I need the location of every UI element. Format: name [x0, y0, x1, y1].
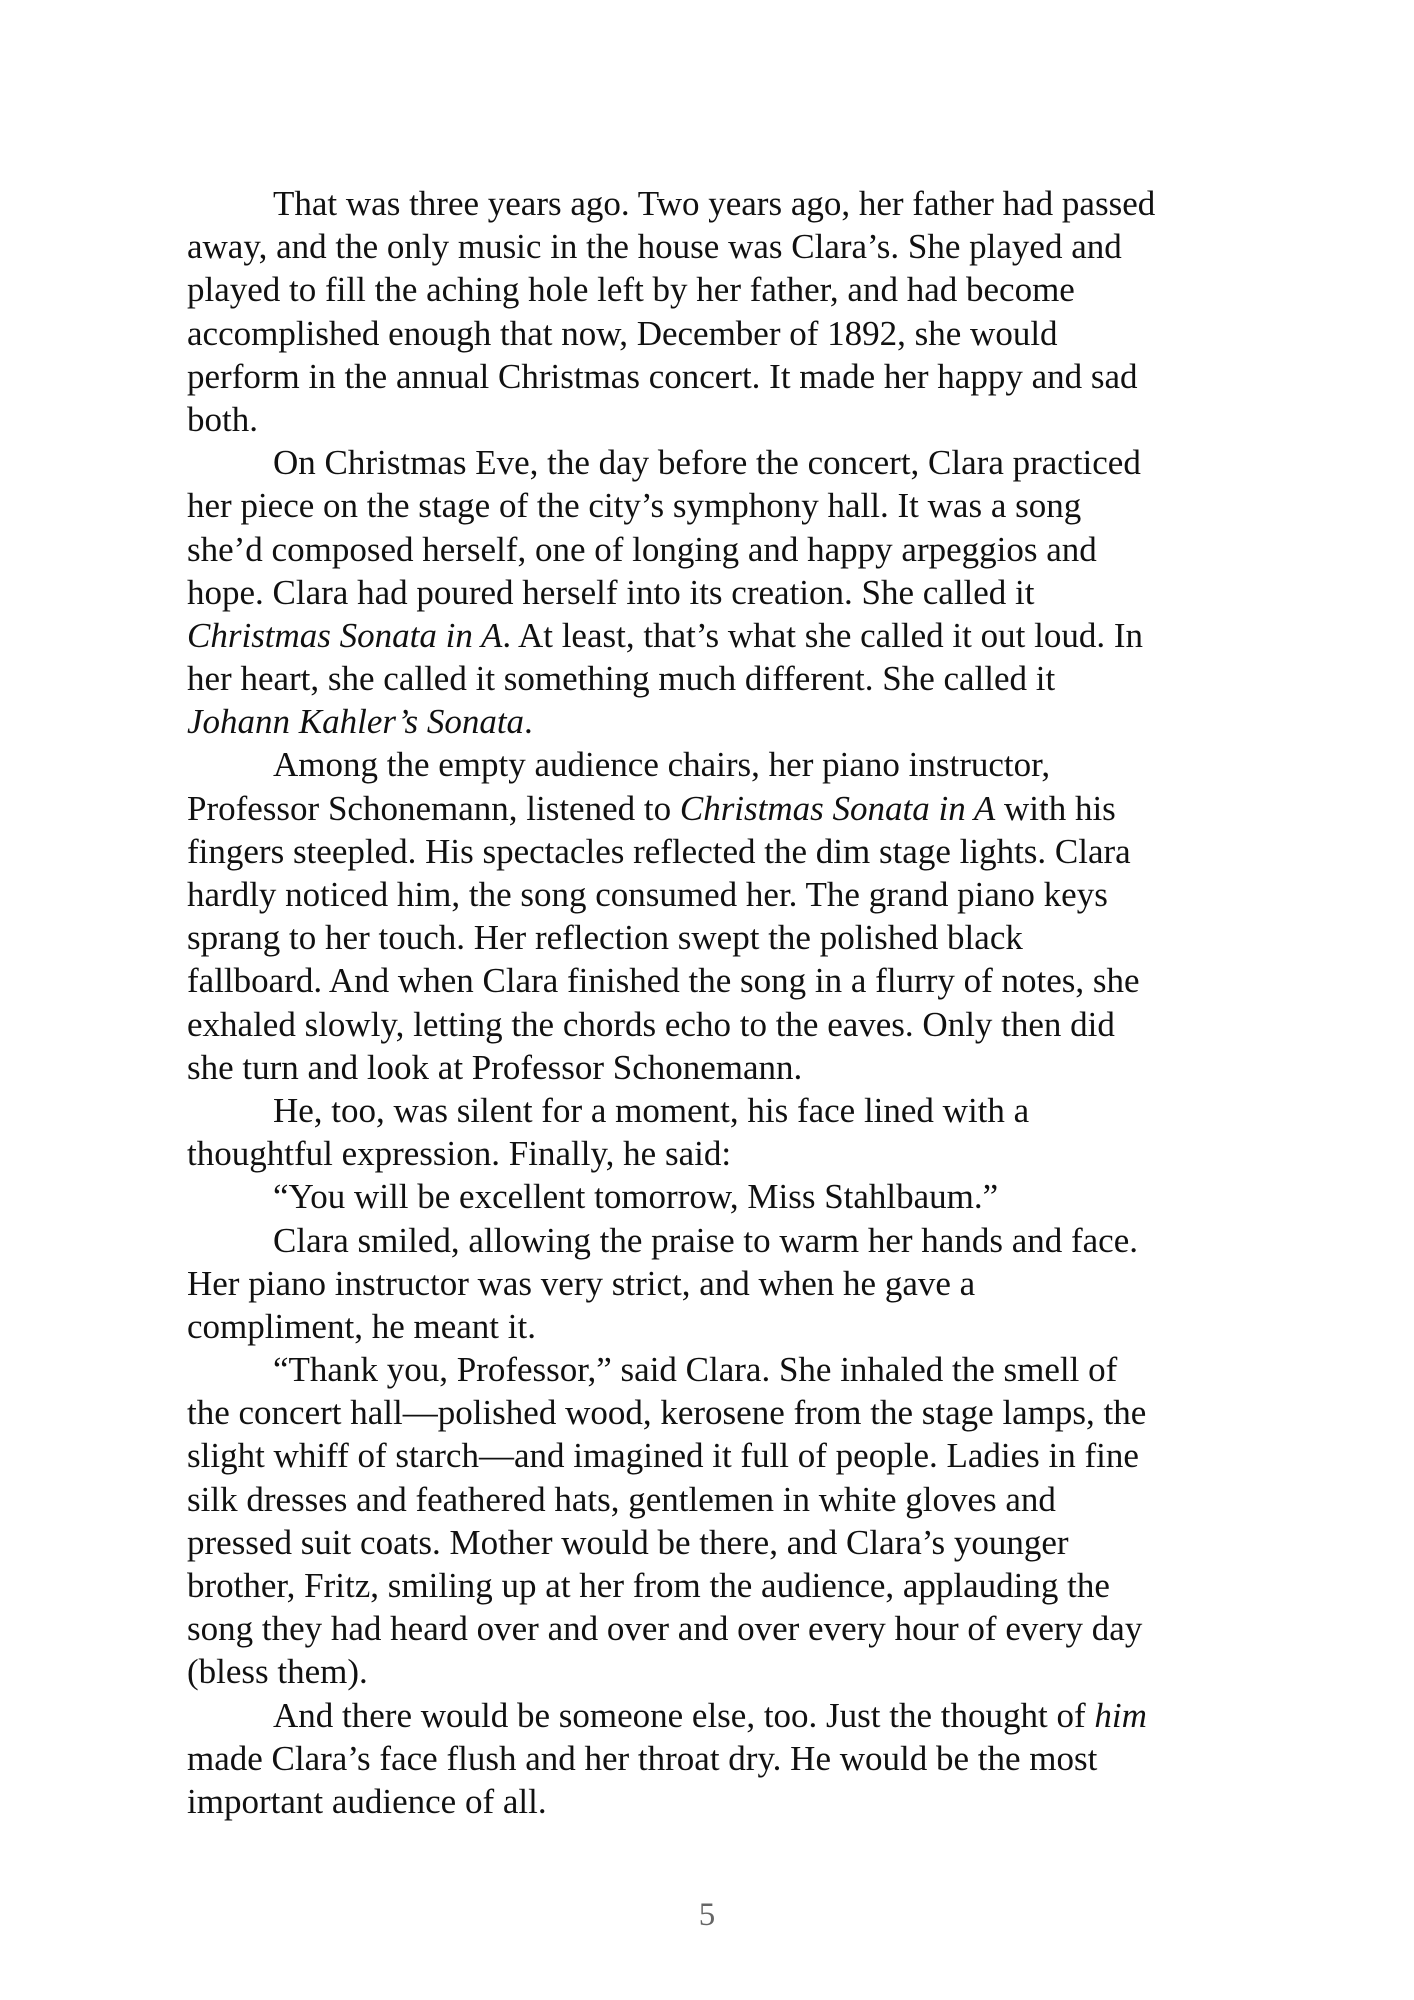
text-line [187, 1003, 1247, 1046]
text-line [187, 916, 1247, 959]
text-segment: important audience of all. [187, 1781, 547, 1821]
text-segment: her heart, she called it something much different. She called it [187, 659, 1056, 699]
text-segment: hope. Clara had poured herself into its creation. She called it [187, 572, 1035, 612]
text-line [187, 182, 1247, 225]
text-line [187, 1607, 1247, 1650]
page-number: 5 [698, 1897, 716, 1933]
italic-text-segment: Johann Kahler’s Sonata [187, 702, 525, 742]
text-line [187, 268, 1247, 311]
text-segment: On Christmas Eve, the day before the concert, Clara practiced [273, 443, 1141, 483]
body-text [187, 182, 1247, 1823]
text-segment: slight whiff of starch—and imagined it full of people. Ladies in fine [187, 1436, 1139, 1476]
text-segment: she turn and look at Professor Schonemann. [187, 1047, 803, 1087]
text-segment: played to fill the aching hole left by her father, and had become [187, 270, 1075, 310]
text-line [187, 787, 1247, 830]
text-segment: That was three years ago. Two years ago, her father had passed [273, 184, 1156, 223]
text-segment: hardly noticed him, the song consumed her. The grand piano keys [187, 875, 1108, 914]
text-segment: fallboard. And when Clara finished the song in a flurry of notes, she [187, 961, 1140, 1001]
text-line [187, 484, 1247, 527]
text-line [187, 355, 1247, 398]
text-segment: “Thank you, Professor,” said Clara. She inhaled the smell of [273, 1350, 1118, 1390]
text-line [187, 1262, 1247, 1305]
text-segment: both. [187, 399, 258, 439]
text-line [187, 700, 1247, 743]
text-line [187, 1694, 1247, 1737]
text-line [187, 312, 1247, 355]
text-segment: away, and the only music in the house was Clara’s. She played and [187, 227, 1122, 267]
text-line [187, 1780, 1247, 1823]
italic-text-segment: him [1094, 1695, 1147, 1735]
text-segment: fingers steepled. His spectacles reflected the dim stage lights. Clara [187, 831, 1131, 871]
text-line [187, 571, 1247, 614]
text-segment: compliment, he meant it. [187, 1306, 536, 1346]
text-line [187, 1478, 1247, 1521]
text-line [187, 398, 1247, 441]
text-line [187, 1089, 1247, 1132]
text-line [187, 441, 1247, 484]
text-segment: song they had heard over and over and over every hour of every day [187, 1609, 1143, 1649]
text-line [187, 1132, 1247, 1175]
text-segment: Clara smiled, allowing the praise to warm her hands and face. [273, 1220, 1138, 1260]
text-segment: Among the empty audience chairs, her piano instructor, [273, 745, 1051, 785]
italic-text-segment: Christmas Sonata in A [187, 615, 503, 655]
text-line [187, 1391, 1247, 1434]
text-segment: her piece on the stage of the city’s symphony hall. It was a song [187, 486, 1082, 526]
text-line [187, 614, 1247, 657]
text-line [187, 830, 1247, 873]
text-segment: exhaled slowly, letting the chords echo to the eaves. Only then did [187, 1004, 1115, 1044]
text-segment: sprang to her touch. Her reflection swept the polished black [187, 918, 1023, 958]
text-line [187, 1434, 1247, 1477]
text-segment: He, too, was silent for a moment, his face lined with a [273, 1090, 1030, 1130]
text-segment: thoughtful expression. Finally, he said: [187, 1134, 732, 1174]
text-line [187, 657, 1247, 700]
text-line [187, 1564, 1247, 1607]
text-line [187, 1046, 1247, 1089]
text-segment: made Clara’s face flush and her throat dry. He would be the most [187, 1738, 1098, 1778]
text-line [187, 1175, 1247, 1218]
text-line [187, 225, 1247, 268]
italic-text-segment: Christmas Sonata in A [679, 788, 996, 828]
text-line [187, 743, 1247, 786]
text-segment: Her piano instructor was very strict, and when he gave a [187, 1263, 976, 1303]
text-segment: “You will be excellent tomorrow, Miss Stahlbaum.” [273, 1177, 999, 1217]
text-segment: pressed suit coats. Mother would be there, and Clara’s younger [187, 1522, 1069, 1562]
text-segment: (bless them). [187, 1652, 368, 1692]
text-line [187, 528, 1247, 571]
text-segment: perform in the annual Christmas concert. It made her happy and sad [187, 356, 1138, 396]
text-line [187, 1305, 1247, 1348]
text-segment: . At least, that’s what she called it out loud. In [502, 615, 1143, 655]
text-line [187, 1737, 1247, 1780]
text-line [187, 1650, 1247, 1693]
text-segment: with his [995, 788, 1116, 828]
text-segment: silk dresses and feathered hats, gentlemen in white gloves and [187, 1479, 1056, 1519]
text-segment: accomplished enough that now, December of 1892, she would [187, 313, 1058, 353]
text-line [187, 1219, 1247, 1262]
text-segment: the concert hall—polished wood, kerosene from the stage lamps, the [187, 1393, 1147, 1433]
text-line [187, 873, 1247, 916]
text-segment: brother, Fritz, smiling up at her from the audience, applauding the [187, 1566, 1110, 1605]
text-segment: . [524, 702, 533, 742]
text-line [187, 1348, 1247, 1391]
text-segment: Professor Schonemann, listened to [187, 788, 680, 828]
text-segment: And there would be someone else, too. Just the thought of [273, 1695, 1095, 1735]
text-line [187, 1521, 1247, 1564]
text-segment: she’d composed herself, one of longing and happy arpeggios and [187, 529, 1097, 569]
text-line [187, 959, 1247, 1002]
